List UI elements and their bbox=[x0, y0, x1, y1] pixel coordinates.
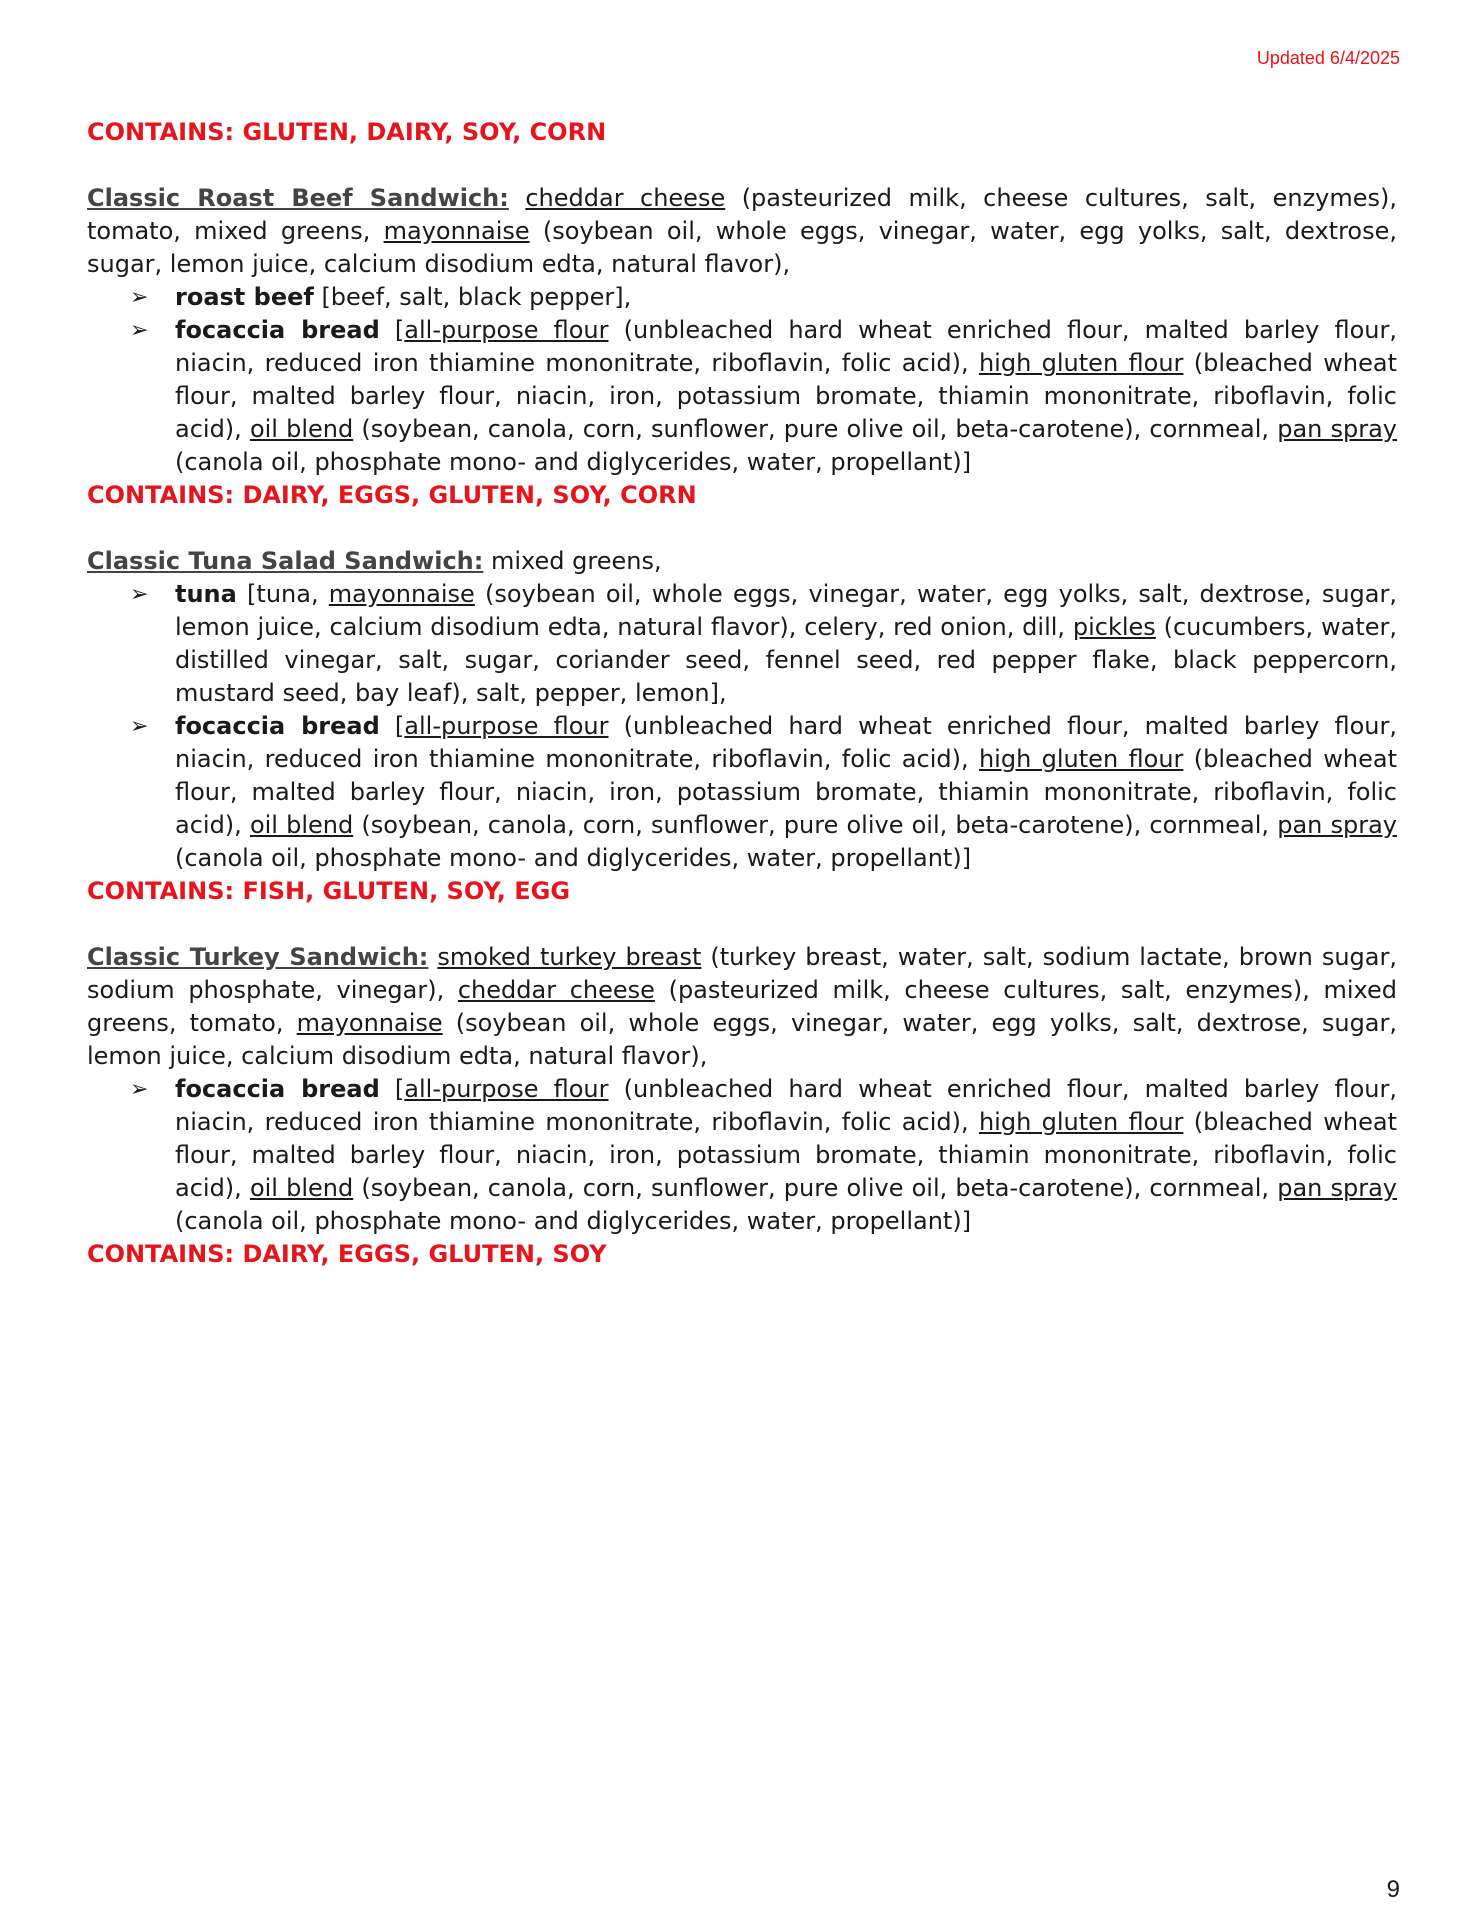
arrow-bullet-icon: ➢ bbox=[130, 714, 149, 739]
pan-spray-desc: (canola oil, phosphate mono- and diglycerides, water, propellant)] bbox=[175, 844, 972, 872]
high-gluten-flour-desc: (bleached wheat flour, malted barley flour, niacin, iron, potassium bromate, thiamin mononitrate, riboflavin, folic acid), bbox=[175, 745, 1398, 839]
all-purpose-flour-label: all-purpose flour bbox=[404, 712, 609, 740]
turkey-sublist bbox=[87, 1073, 1397, 1238]
tuna-sublist bbox=[87, 578, 1397, 875]
roast-beef-desc: [beef, salt, black pepper], bbox=[313, 283, 632, 311]
mayonnaise-desc: (soybean oil, whole eggs, vinegar, water, egg yolks, salt, dextrose, sugar, lemon juice, calcium disodium edta, natural flavor), bbox=[87, 217, 1397, 278]
high-gluten-flour-label: high gluten flour bbox=[978, 1108, 1184, 1136]
all-purpose-flour-label: all-purpose flour bbox=[404, 316, 609, 344]
high-gluten-flour-desc: (bleached wheat flour, malted barley flour, niacin, iron, potassium bromate, thiamin mononitrate, riboflavin, folic acid), bbox=[175, 1108, 1398, 1202]
pan-spray-label: pan spray bbox=[1277, 415, 1398, 443]
oil-blend-desc: (soybean, canola, corn, sunflower, pure olive oil, beta-carotene), cornmeal, bbox=[353, 415, 1278, 443]
turkey-section bbox=[87, 941, 1397, 1271]
focaccia-label: focaccia bread bbox=[175, 1075, 380, 1103]
bracket: [ bbox=[394, 1075, 405, 1103]
cheddar-cheese-desc: (pasteurized milk, cheese cultures, salt, enzymes), tomato, mixed greens, bbox=[87, 184, 1398, 245]
page-number: 9 bbox=[1386, 1876, 1400, 1903]
roast-beef-contains: CONTAINS: DAIRY, EGGS, GLUTEN, SOY, CORN bbox=[87, 481, 697, 509]
list-item bbox=[87, 1073, 1397, 1238]
pickles-desc: (cucumbers, water, distilled vinegar, salt, sugar, coriander seed, fennel seed, red pepper flake, black peppercorn, mustard seed, bay leaf), salt, pepper, lemon], bbox=[175, 613, 1397, 707]
pickles-label: pickles bbox=[1072, 613, 1156, 641]
roast-beef-title: Classic Roast Beef Sandwich: bbox=[87, 184, 509, 212]
tuna-contains: CONTAINS: FISH, GLUTEN, SOY, EGG bbox=[87, 877, 571, 905]
turkey-ingredients bbox=[87, 941, 1397, 1073]
pan-spray-desc: (canola oil, phosphate mono- and diglycerides, water, propellant)] bbox=[175, 448, 972, 476]
list-item bbox=[87, 281, 1397, 314]
allergen-content bbox=[87, 116, 1397, 1271]
high-gluten-flour-label: high gluten flour bbox=[978, 745, 1184, 773]
roast-beef-label: roast beef bbox=[175, 283, 314, 311]
focaccia-label: focaccia bread bbox=[175, 316, 380, 344]
tuna-intro: mixed greens, bbox=[483, 547, 662, 575]
mayonnaise-label: mayonnaise bbox=[296, 1009, 443, 1037]
arrow-bullet-icon: ➢ bbox=[130, 582, 149, 607]
turkey-contains: CONTAINS: DAIRY, EGGS, GLUTEN, SOY bbox=[87, 1240, 607, 1268]
oil-blend-desc: (soybean, canola, corn, sunflower, pure olive oil, beta-carotene), cornmeal, bbox=[353, 811, 1278, 839]
pan-spray-label: pan spray bbox=[1277, 811, 1398, 839]
focaccia-label: focaccia bread bbox=[175, 712, 380, 740]
pan-spray-label: pan spray bbox=[1277, 1174, 1398, 1202]
mayonnaise-desc: (soybean oil, whole eggs, vinegar, water, egg yolks, salt, dextrose, sugar, lemon juice, calcium disodium edta, natural flavor), celery, red onion, dill, bbox=[175, 580, 1397, 641]
updated-date: Updated 6/4/2025 bbox=[1256, 48, 1400, 68]
oil-blend-label: oil blend bbox=[249, 811, 354, 839]
mayonnaise-label: mayonnaise bbox=[383, 217, 530, 245]
top-contains-statement: CONTAINS: GLUTEN, DAIRY, SOY, CORN bbox=[87, 118, 607, 146]
arrow-bullet-icon: ➢ bbox=[130, 318, 149, 343]
list-item bbox=[87, 710, 1397, 875]
mayonnaise-desc: (soybean oil, whole eggs, vinegar, water, egg yolks, salt, dextrose, sugar, lemon juice, calcium disodium edta, natural flavor), bbox=[87, 1009, 1398, 1070]
roast-beef-sublist bbox=[87, 281, 1397, 479]
turkey-title: Classic Turkey Sandwich: bbox=[87, 943, 429, 971]
high-gluten-flour-label: high gluten flour bbox=[978, 349, 1184, 377]
tuna-open: [tuna, bbox=[236, 580, 329, 608]
list-item bbox=[87, 578, 1397, 710]
mayonnaise-label: mayonnaise bbox=[328, 580, 475, 608]
oil-blend-label: oil blend bbox=[249, 415, 354, 443]
cheddar-cheese-label: cheddar cheese bbox=[525, 184, 726, 212]
all-purpose-flour-desc: (unbleached hard wheat enriched flour, malted barley flour, niacin, reduced iron thiamine mononitrate, riboflavin, folic acid), bbox=[175, 712, 1397, 773]
list-item bbox=[87, 314, 1397, 479]
all-purpose-flour-desc: (unbleached hard wheat enriched flour, malted barley flour, niacin, reduced iron thiamine mononitrate, riboflavin, folic acid), bbox=[175, 316, 1397, 377]
tuna-label: tuna bbox=[175, 580, 237, 608]
pan-spray-desc: (canola oil, phosphate mono- and diglycerides, water, propellant)] bbox=[175, 1207, 972, 1235]
roast-beef-ingredients bbox=[87, 182, 1397, 281]
arrow-bullet-icon: ➢ bbox=[130, 1077, 149, 1102]
oil-blend-label: oil blend bbox=[249, 1174, 354, 1202]
smoked-turkey-label: smoked turkey breast bbox=[437, 943, 702, 971]
bracket: [ bbox=[394, 316, 405, 344]
tuna-section bbox=[87, 545, 1397, 908]
tuna-ingredients bbox=[87, 545, 1397, 578]
oil-blend-desc: (soybean, canola, corn, sunflower, pure olive oil, beta-carotene), cornmeal, bbox=[353, 1174, 1278, 1202]
cheddar-cheese-label: cheddar cheese bbox=[457, 976, 655, 1004]
roast-beef-section bbox=[87, 182, 1397, 512]
all-purpose-flour-label: all-purpose flour bbox=[404, 1075, 609, 1103]
high-gluten-flour-desc: (bleached wheat flour, malted barley flour, niacin, iron, potassium bromate, thiamin mononitrate, riboflavin, folic acid), bbox=[175, 349, 1398, 443]
all-purpose-flour-desc: (unbleached hard wheat enriched flour, malted barley flour, niacin, reduced iron thiamine mononitrate, riboflavin, folic acid), bbox=[175, 1075, 1397, 1136]
cheddar-cheese-desc: (pasteurized milk, cheese cultures, salt, enzymes), mixed greens, tomato, bbox=[87, 976, 1397, 1037]
tuna-title: Classic Tuna Salad Sandwich: bbox=[87, 547, 484, 575]
smoked-turkey-desc: (turkey breast, water, salt, sodium lactate, brown sugar, sodium phosphate, vinegar), bbox=[87, 943, 1397, 1004]
arrow-bullet-icon: ➢ bbox=[130, 285, 149, 310]
bracket: [ bbox=[394, 712, 405, 740]
